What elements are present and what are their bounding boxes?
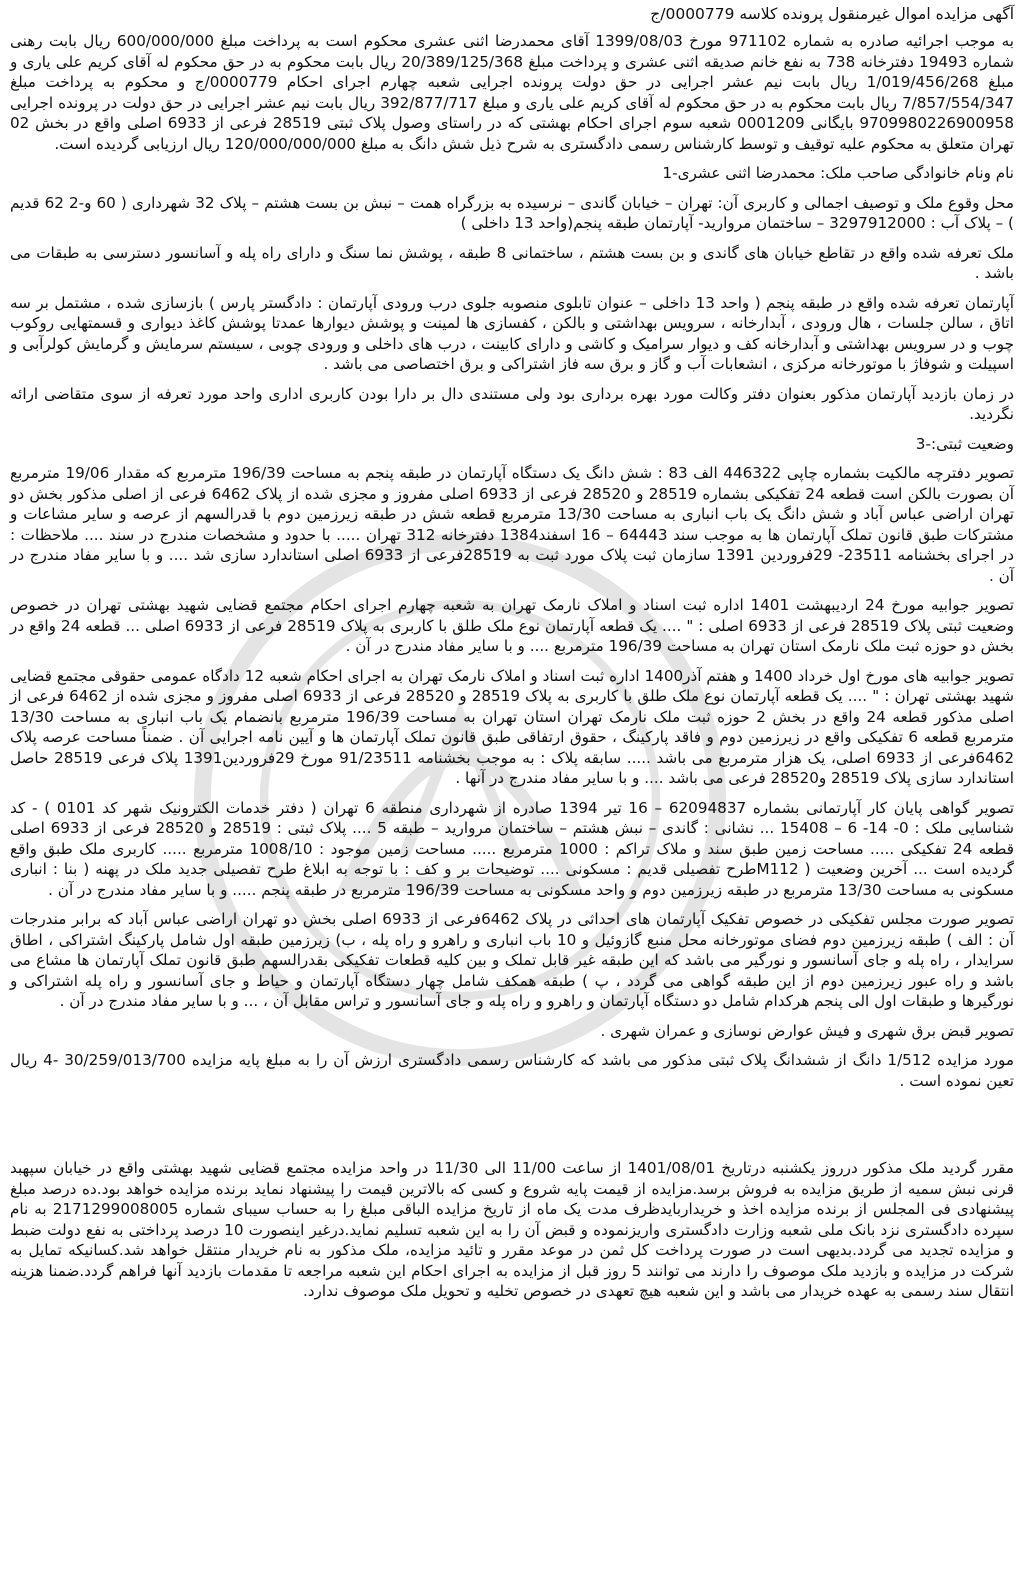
paragraph-deed: تصویر دفترچه مالکیت بشماره چاپی 446322 الف 83 : شش دانگ یک دستگاه آپارتمان در طبقه پنجم به مساحت 196/39 مترمربع که مقدار 19/06 مترمربع آن بصورت بالکن است قطعه 24 تفکیکی بشماره 28519 و 28520 فرعی از 6933 اصلی مفروز و مجزی شده از پلاک 6462 فرعی از اصلی مذکور بخش دو تهران اراضی عباس آباد و شش دانگ یک باب انباری به مساحت 13/30 مترمربع قطعه شش در طبقه زیرزمین دوم با قدرالسهم از عرصه و سایر مشاعات و مشترکات طبق قانون تملک آپارتمان ها به موجب سند 64443 – 16 اسفند1384 دفترخانه 312 تهران ..... با حدود و مشخصات مندرج در سند .... ملاحظات : در اجرای بخشنامه 23511- 29فروردین 1391 سازمان ثبت پلاک مورد ثبت به 28519فرعی از 6933 اصلی استاندارد سازی شد .... و با سایر مفاد مندرج در آن . xyxy=(10,464,1014,585)
paragraph-auction-terms: مقرر گردید ملک مذکور درروز یکشنبه درتاریخ 1401/08/01 از ساعت 11/00 الی 11/30 در واحد مزایده مجتمع قضایی شهید بهشتی واقع در خیابان سپهبد قرنی نبش سمیه از طریق مزایده به فروش برسد.مزایده از قیمت پایه شروع و کسی که بالاترین قیمت را پیشنهاد نماید برنده مزایده خواهد بود.ده درصد مبلغ پیشنهادی فی المجلس از برنده مزایده اخذ و خریداربایدظرف مدت یک ماه از تاریخ مزایده الباقی مبلغ را به حساب سیبای شماره 2171299008005 به نام سپرده دادگستری نزد بانک ملی شعبه وزارت دادگستری واریزنموده و قبض آن را به این شعبه تسلیم نماید.درغیر اینصورت 10 درصد پرداختی به نفع دولت ضبط و مزایده تجدید می گردد.بدیهی است در صورت پرداخت کل ثمن در موعد مقرر و تائید مزایده، ملک مذکور به نام خریدار منتقل خواهد شد.کسانیکه تمایل به شرکت در مزایده و بازدید ملک موصوف را دارند می توانند 5 روز قبل از مزایده به اجرای احکام این شعبه مراجعه تا مقدمات بازدید آنها فراهم گردد.ضمنا هزینه انتقال سند رسمی به عهده خریدار می باشد و این شعبه هیچ تعهدی در خصوص تخلیه و تحویل ملک موصوف ندارد. xyxy=(10,1159,1015,1300)
paragraph-auction-subject: مورد مزایده 1/512 دانگ از ششدانگ پلاک ثبتی مذکور می باشد که کارشناس رسمی دادگستری ارزش آن را به مبلغ پایه مزایده 30/259/013/700 -4 ریال تعین نموده است . xyxy=(10,1051,1015,1090)
spacer xyxy=(10,1100,1014,1158)
paragraph-subdivision: تصویر صورت مجلس تفکیکی در خصوص تفکیک آپارتمان های احداثی در پلاک 6462فرعی از 6933 اصلی بخش دو تهران اراضی عباس آباد که برابر مندرجات آن : الف ) طبقه زیرزمین دوم فضای موتورخانه محل منبع گازوئیل و 10 باب انباری و راهرو و راه پله ، ب) زیرزمین طبقه اول شامل پارکینگ اشتراکی ، اطاق سرایدار ، راه پله و جای آسانسور و نورگیر می باشد که این طبقه غیر قابل تملک و بین کلیه قطعات تفکیکی بقدرالسهم طبق قانون تملک آپارتمان ها مشاع می باشد و راه عبور زیرزمین دوم از این طبقه گواهی می گردد ، پ ) طبقه همکف شامل چهار دستگاه آپارتمان و حیاط و جای آسانسور و راه پله اشتراکی و نورگیرها و طبقات اول الی پنجم هرکدام شامل دو دستگاه آپارتمان و راهرو و راه پله و جای آسانسور و تراس مقابل آن ، ... و با سایر مفاد مندرج در آن . xyxy=(10,910,1014,1010)
paragraph-execution: به موجب اجرائیه صادره به شماره 971102 مورخ 1399/08/03 آقای محمدرضا اثنی عشری محکوم است به پرداخت مبلغ 600/000/000 ریال بابت رهنی شماره 19493 دفترخانه 738 به نفع خانم صدیقه اثنی عشری و پرداخت مبلغ 20/389/125/368 ریال بابت محکوم به در حق محکوم له آقای کریم علی یاری و مبلغ 1/019/456/268 ریال بابت نیم عشر اجرایی در حق دولت پرونده اجرایی شعبه چهارم اجرای احکام 0000779/ج و محکوم به پرداخت مبلغ 7/857/554/347 ریال بابت محکوم به در حق محکوم له آقای کریم علی یاری و مبلغ 392/877/717 ریال بابت نیم عشر اجرایی در حق دولت در پرونده اجرایی 9709980226900958 بایگانی 0001209 شعبه سوم اجرای احکام بهشتی که در راستای وصول پلاک ثبتی 28519 فرعی از 6933 اصلی واقع در بخش 02 تهران متعلق به محکوم علیه توقیف و توسط کارشناس رسمی دادگستری به شرح ذیل شش دانگ به مبلغ 120/000/000/000 ریال ارزیابی گردیده است. xyxy=(10,32,1014,153)
paragraph-owner: نام ونام خانوادگی صاحب ملک: محمدرضا اثنی عشری-1 xyxy=(662,164,1014,182)
paragraph-bills: تصویر قبض برق شهری و فیش عوارض نوسازی و عمران شهری . xyxy=(600,1021,1014,1040)
paragraph-completion-certificate: تصویر گواهی پایان کار آپارتمانی بشماره 62094837 – 16 تیر 1394 صادره از شهرداری منطقه 6 تهران ( دفتر خدمات الکترونیک شهر کد 0101 ) - کد شناسایی ملک : 0- 14- 6 – 15408 ... نشانی : گاندی – نبش هشتم – ساختمان مروارید – طبقه 5 .... پلاک ثبتی : 28519 و 28520 فرعی از 6933 اصلی قطعه 24 تفکیکی ..... مساحت زمین طبق سند و ملاک تراکم : 1000 مترمربع ..... مساحت زمین موجود : 1008/10 مترمربع ..... کاربری ملک طبق واقع گردیده است ... آخرین وضعیت ( M112طرح تفصیلی قدیم : مسکونی .... توضیحات بر و کف : با توجه به ابلاغ طرح تفصیلی جدید ملک در پهنه ( بنا : انباری مسکونی به مساحت 13/30 مترمربع در طبقه زیرزمین دوم و واحد مسکونی به مساحت 196/39 مترمربع در طبقه پنجم ..... و با سایر مفاد مندرج در آن . xyxy=(10,798,1015,899)
paragraph-visit: در زمان بازدید آپارتمان مذکور بعنوان دفتر وکالت مورد بهره برداری بود ولی مستندی دال بر دارا بودن کاربری اداری واحد مورد تعرفه از سوی متقاضی ارائه نگردید. xyxy=(10,384,1014,423)
paragraph-registration-heading: وضعیت ثبتی:-3 xyxy=(915,434,1014,453)
notice-title: آگهی مزایده اموال غیرمنقول پرونده کلاسه 0000779/ج xyxy=(650,5,1014,23)
paragraph-registry-reply-1400: تصویر جوابیه های مورخ اول خرداد 1400 و هفتم آذر1400 اداره ثبت اسناد و املاک نارمک تهران به اجرای احکام شعبه 12 دادگاه عمومی حقوقی مجتمع قضایی شهید بهشتی تهران : " .... یک قطعه آپارتمان نوع ملک طلق با کاربری به پلاک 28519 و 28520 فرعی از 6933 اصلی مفروز و مجزی شده از 6462 فرعی از اصلی مذکور قطعه 24 واقع در بخش 2 حوزه ثبت ملک نارمک تهران استان تهران به مساحت 196/39 مترمربع بانضمام یک باب انباری به مساحت 13/30 مترمربع قطعه 6 تفکیکی واقع در زیرزمین دوم و فاقد پارکینگ ، حقوق ارتفاقی طبق قانون تملک آپارتمان ها و آیین نامه اجرایی آن . ضمناً مساحت عرصه پلاک 6462فرعی از 6933 اصلی، یک هزار مترمربع می باشد ..... سابقه پلاک : به موجب بخشنامه 91/23511 مورخ 29فروردین1391 پلاک فرعی 28519 حاصل استاندارد سازی پلاک 28519 و28520 فرعی می باشد .... و با سایر مفاد مندرج در آنها . xyxy=(10,666,1015,787)
paragraph-apartment: آپارتمان تعرفه شده واقع در طبقه پنجم ( واحد 13 داخلی – عنوان تابلوی منصوبه جلوی درب ورودی آپارتمان : دادگستر پارس ) بازسازی شده ، مشتمل بر سه اتاق ، سالن جلسات ، هال ورودی ، آبدارخانه ، سرویس بهداشتی و بالکن ، کفسازی ها لمینت و پوشش دیوارها عمدتا پوشش کاغذ دیواری و قسمتهایی روکوب چوب و در سرویس بهداشتی و آبدارخانه کف و دیوار سرامیک و کاشی و دارای کابینت ، درب های داخلی و ورودی چوبی ، سیستم سرمایش و گرمایش کولرآبی و اسپیلت و شوفاژ با موتورخانه مرکزی ، انشعابات آب و گاز و برق سه فاز اشتراکی و برق اختصاصی می باشد . xyxy=(10,293,1015,373)
paragraph-building: ملک تعرفه شده واقع در تقاطع خیابان های گاندی و بن بست هشتم ، ساختمانی 8 طبقه ، پوشش نما سنگ و دارای راه پله و آسانسور دسترسی به طبقات می باشد . xyxy=(10,243,1014,282)
paragraph-location: محل وقوع ملک و توصیف اجمالی و کاربری آن: تهران – خیابان گاندی – نرسیده به بزرگراه همت – نبش بن بست هشتم – پلاک 32 شهرداری ( 60 و-2 62 قدیم ) – پلاک آب : 3297912000 – ساختمان مروارید- آپارتمان طبقه پنجم(واحد 13 داخلی ) xyxy=(10,193,1014,232)
paragraph-registry-reply-1401: تصویر جوابیه مورخ 24 اردیبهشت 1401 اداره ثبت اسناد و املاک نارمک تهران به شعبه چهارم اجرای احکام مجتمع قضایی شهید بهشتی تهران در خصوص وضعیت ثبتی پلاک 28519 فرعی از 6933 اصلی : " .... یک قطعه آپارتمان نوع ملک طلق با کاربری به پلاک 28519 فرعی از 6933 اصلی ... قطعه 24 واقع در بخش دو حوزه ثبت ملک نارمک استان تهران به مساحت 196/39 مترمربع .... و با سایر مفاد مندرج در آن . xyxy=(10,596,1015,655)
